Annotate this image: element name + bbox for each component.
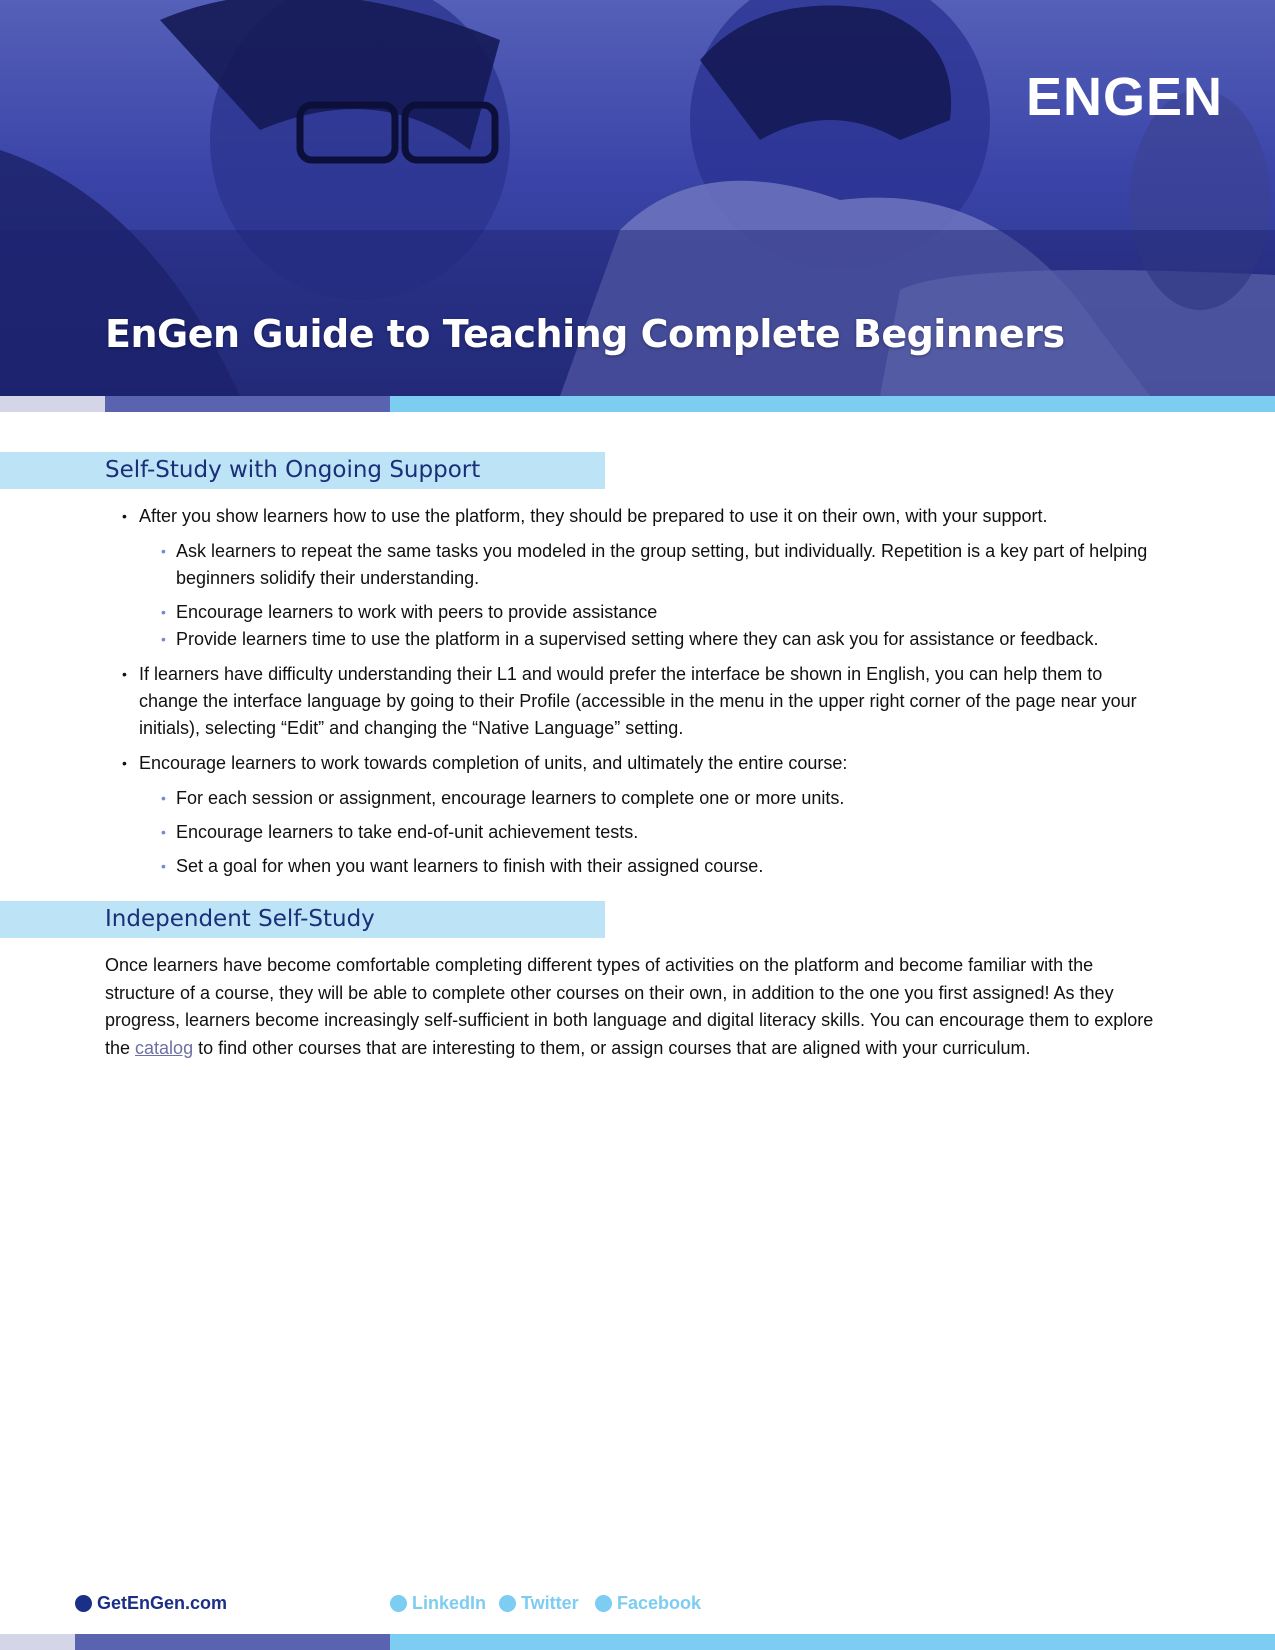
footer-twitter-label: Twitter: [521, 1592, 579, 1613]
header-accent-bar-blue: [390, 396, 1275, 412]
footer-accent-bar-blue: [390, 1634, 1275, 1650]
sub-list: [139, 538, 1165, 653]
bullet-list-self-study-support: [105, 503, 1165, 888]
sub-list-item: [139, 538, 1165, 592]
footer-linkedin-link[interactable]: [390, 1591, 486, 1615]
footer-twitter-link[interactable]: [499, 1591, 579, 1615]
sub-list-item-text: For each session or assignment, encourage learners to complete one or more units.: [176, 788, 845, 808]
list-item-text: Encourage learners to work towards completion of units, and ultimately the entire course:: [139, 753, 848, 773]
footer-accent-bar-purple: [75, 1634, 390, 1650]
engen-logo: ENGEN: [1026, 67, 1224, 127]
footer-website-label: GetEnGen.com: [97, 1592, 228, 1613]
footer-linkedin-label: LinkedIn: [412, 1592, 487, 1613]
sub-list: [139, 785, 1165, 880]
section-heading-self-study-support: Self-Study with Ongoing Support: [105, 457, 481, 483]
independent-self-study-paragraph: [105, 952, 1165, 1062]
header-accent-bar-light: [0, 396, 105, 412]
sub-list-item: [139, 599, 1165, 626]
bullet-icon: •: [161, 543, 166, 559]
footer-accent-bar-light: [0, 1634, 75, 1650]
bullet-icon: •: [161, 824, 166, 840]
footer-website-link[interactable]: [75, 1591, 227, 1615]
catalog-link[interactable]: catalog: [135, 1037, 194, 1058]
sub-list-item-text: Encourage learners to work with peers to provide assistance: [176, 602, 658, 622]
sub-list-item: [139, 626, 1165, 653]
bullet-icon: •: [161, 858, 166, 874]
bullet-icon: •: [161, 604, 166, 620]
dot-icon: [595, 1595, 612, 1612]
bullet-icon: •: [122, 755, 127, 771]
section-heading-independent-self-study: Independent Self-Study: [105, 906, 375, 932]
bullet-icon: •: [161, 790, 166, 806]
hero-banner: [0, 0, 1275, 396]
paragraph-text: to find other courses that are interesting to them, or assign courses that are aligned with your curriculum.: [193, 1037, 1031, 1058]
bullet-icon: •: [122, 508, 127, 524]
list-item-text: After you show learners how to use the platform, they should be prepared to use it on their own, with your support.: [139, 506, 1048, 526]
sub-list-item: [139, 853, 1165, 880]
list-item: [105, 503, 1165, 653]
bullet-icon: •: [161, 631, 166, 647]
sub-list-item-text: Encourage learners to take end-of-unit achievement tests.: [176, 822, 639, 842]
list-item-text: If learners have difficulty understanding their L1 and would prefer the interface be shown in English, you can help them to change the interface language by going to their Profile (accessible in the menu in the upper right corner of the page near your initials), selecting “Edit” and changing the “Native Language” setting.: [139, 664, 1137, 738]
header-accent-bar-purple: [105, 396, 390, 412]
page-title: EnGen Guide to Teaching Complete Beginners: [105, 312, 1065, 356]
sub-list-item: [139, 785, 1165, 812]
sub-list-item-text: Provide learners time to use the platform in a supervised setting where they can ask you for assistance or feedback.: [176, 629, 1099, 649]
dot-icon: [390, 1595, 407, 1612]
sub-list-item-text: Ask learners to repeat the same tasks you modeled in the group setting, but individually. Repetition is a key part of helping beginners solidify their understanding.: [176, 541, 1148, 588]
sub-list-item: [139, 819, 1165, 846]
list-item: [105, 750, 1165, 880]
footer-facebook-link[interactable]: [595, 1591, 701, 1615]
footer-facebook-label: Facebook: [617, 1592, 702, 1613]
paragraph-text: Once learners have become comfortable completing different types of activities on the platform and become familiar with the structure of a course, they will be able to complete other courses on their own, in addition to the one you first assigned! As they progress, learners become increasingly self-sufficient in both language and digital literacy skills. You can encourage them to explore the: [105, 955, 1154, 1058]
list-item: [105, 661, 1165, 742]
sub-list-item-text: Set a goal for when you want learners to finish with their assigned course.: [176, 856, 764, 876]
dot-icon: [75, 1595, 92, 1612]
dot-icon: [499, 1595, 516, 1612]
bullet-icon: •: [122, 666, 127, 682]
